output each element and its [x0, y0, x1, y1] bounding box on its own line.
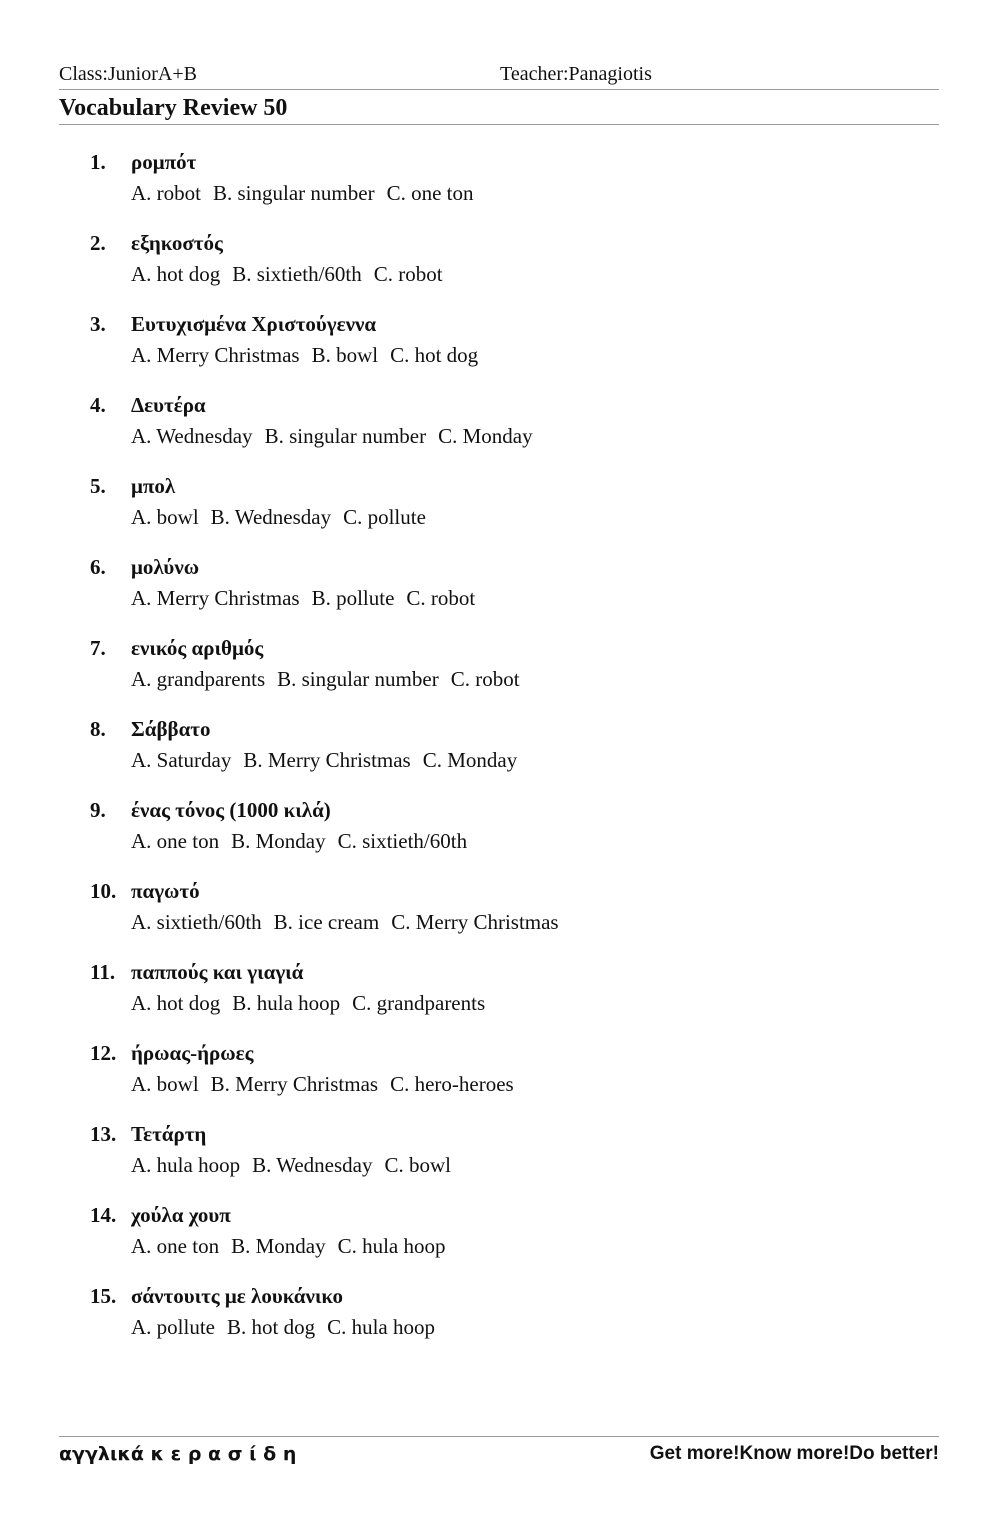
answer-option[interactable]: A. sixtieth/60th [131, 910, 262, 934]
question-number: 4. [90, 393, 106, 417]
question-term: μπολ [131, 474, 176, 498]
question-number: 11. [90, 960, 116, 984]
question-term: ρομπότ [131, 150, 197, 174]
answer-option[interactable]: C. Monday [438, 424, 533, 448]
answer-option[interactable]: A. one ton [131, 829, 220, 853]
page-title: Vocabulary Review 50 [59, 95, 288, 121]
answer-option[interactable]: B. Merry Christmas [243, 748, 411, 772]
answer-option[interactable]: B. sixtieth/60th [232, 262, 362, 286]
answer-option[interactable]: C. pollute [343, 505, 426, 529]
answer-option[interactable]: A. grandparents [131, 667, 266, 691]
question-item [90, 555, 910, 636]
question-term: ήρωας-ήρωες [131, 1041, 254, 1065]
question-number: 14. [90, 1203, 117, 1227]
question-item [90, 1203, 910, 1284]
answer-option[interactable]: A. Wednesday [131, 424, 253, 448]
answer-options [131, 262, 455, 287]
answer-option[interactable]: C. grandparents [352, 991, 486, 1015]
answer-options [131, 829, 479, 854]
question-item [90, 150, 910, 231]
question-item [90, 798, 910, 879]
question-term: χούλα χουπ [131, 1203, 231, 1227]
answer-option[interactable]: A. hula hoop [131, 1153, 241, 1177]
question-term: παππούς και γιαγιά [131, 960, 304, 984]
answer-option[interactable]: A. pollute [131, 1315, 215, 1339]
question-number: 6. [90, 555, 106, 579]
answer-options [131, 1153, 463, 1178]
answer-option[interactable]: B. Monday [231, 829, 326, 853]
answer-option[interactable]: A. hot dog [131, 262, 221, 286]
answer-option[interactable]: B. ice cream [273, 910, 380, 934]
answer-options [131, 667, 532, 692]
question-item [90, 1041, 910, 1122]
question-item [90, 960, 910, 1041]
answer-option[interactable]: B. Wednesday [210, 505, 332, 529]
answer-option[interactable]: A. hot dog [131, 991, 221, 1015]
answer-option[interactable]: A. robot [131, 181, 201, 205]
question-term: Δευτέρα [131, 393, 206, 417]
answer-option[interactable]: A. Saturday [131, 748, 232, 772]
answer-option[interactable]: C. hot dog [390, 343, 479, 367]
question-term: παγωτό [131, 879, 200, 903]
question-number: 2. [90, 231, 106, 255]
answer-options [131, 991, 497, 1016]
answer-option[interactable]: B. Merry Christmas [210, 1072, 379, 1096]
question-term: σάντουιτς με λουκάνικο [131, 1284, 343, 1308]
answer-options [131, 343, 490, 368]
answer-options [131, 910, 571, 935]
answer-options [131, 1072, 526, 1097]
question-term: Τετάρτη [131, 1122, 207, 1146]
answer-option[interactable]: B. pollute [311, 586, 395, 610]
question-item [90, 474, 910, 555]
answer-options [131, 424, 545, 449]
title-row [59, 94, 939, 125]
answer-option[interactable]: A. bowl [131, 1072, 199, 1096]
question-number: 12. [90, 1041, 117, 1065]
answer-option[interactable]: C. one ton [386, 181, 474, 205]
question-term: μολύνω [131, 555, 200, 579]
answer-option[interactable]: C. sixtieth/60th [337, 829, 468, 853]
question-item [90, 393, 910, 474]
answer-option[interactable]: C. robot [450, 667, 520, 691]
question-number: 8. [90, 717, 106, 741]
answer-option[interactable]: B. singular number [213, 181, 375, 205]
answer-options [131, 748, 529, 773]
question-item [90, 636, 910, 717]
question-item [90, 1284, 910, 1365]
answer-option[interactable]: C. Monday [422, 748, 518, 772]
question-number: 10. [90, 879, 117, 903]
question-item [90, 879, 910, 960]
answer-option[interactable]: A. Merry Christmas [131, 343, 300, 367]
answer-options [131, 586, 487, 611]
question-item [90, 231, 910, 312]
answer-option[interactable]: B. hula hoop [232, 991, 341, 1015]
question-number: 13. [90, 1122, 117, 1146]
question-term: Ευτυχισμένα Χριστούγεννα [131, 312, 377, 336]
answer-option[interactable]: B. singular number [264, 424, 427, 448]
answer-option[interactable]: B. singular number [277, 667, 439, 691]
page-footer [59, 1436, 939, 1473]
question-item [90, 312, 910, 393]
answer-option[interactable]: B. hot dog [227, 1315, 316, 1339]
question-item [90, 1122, 910, 1203]
question-term: ένας τόνος (1000 κιλά) [131, 798, 331, 822]
answer-options [131, 505, 438, 530]
question-list [90, 150, 910, 1365]
question-term: Σάββατο [131, 717, 211, 741]
answer-option[interactable]: C. hula hoop [337, 1234, 446, 1258]
question-number: 7. [90, 636, 106, 660]
answer-option[interactable]: A. Merry Christmas [131, 586, 300, 610]
question-number: 15. [90, 1284, 117, 1308]
worksheet-header [59, 63, 939, 90]
answer-option[interactable]: C. Merry Christmas [391, 910, 559, 934]
answer-option[interactable]: B. Monday [231, 1234, 326, 1258]
answer-option[interactable]: A. one ton [131, 1234, 220, 1258]
answer-option[interactable]: C. bowl [384, 1153, 451, 1177]
answer-option[interactable]: B. bowl [311, 343, 379, 367]
teacher-label: Teacher:Panagiotis [500, 63, 652, 85]
answer-option[interactable]: C. hero-heroes [390, 1072, 514, 1096]
footer-slogan: Get more!Know more!Do better! [649, 1443, 939, 1464]
answer-option[interactable]: B. Wednesday [252, 1153, 373, 1177]
question-term: εξηκοστός [131, 231, 223, 255]
answer-option[interactable]: C. robot [373, 262, 443, 286]
question-number: 1. [90, 150, 106, 174]
answer-options [131, 1315, 447, 1340]
answer-options [131, 1234, 458, 1259]
answer-option[interactable]: C. hula hoop [327, 1315, 436, 1339]
question-number: 9. [90, 798, 106, 822]
answer-options [131, 181, 485, 206]
question-item [90, 717, 910, 798]
question-number: 5. [90, 474, 106, 498]
answer-option[interactable]: A. bowl [131, 505, 199, 529]
class-label: Class:JuniorA+B [59, 63, 197, 85]
footer-brand: αγγλικά κ ε ρ α σ ί δ η [59, 1443, 297, 1465]
question-term: ενικός αριθμός [131, 636, 264, 660]
answer-option[interactable]: C. robot [406, 586, 476, 610]
question-number: 3. [90, 312, 106, 336]
